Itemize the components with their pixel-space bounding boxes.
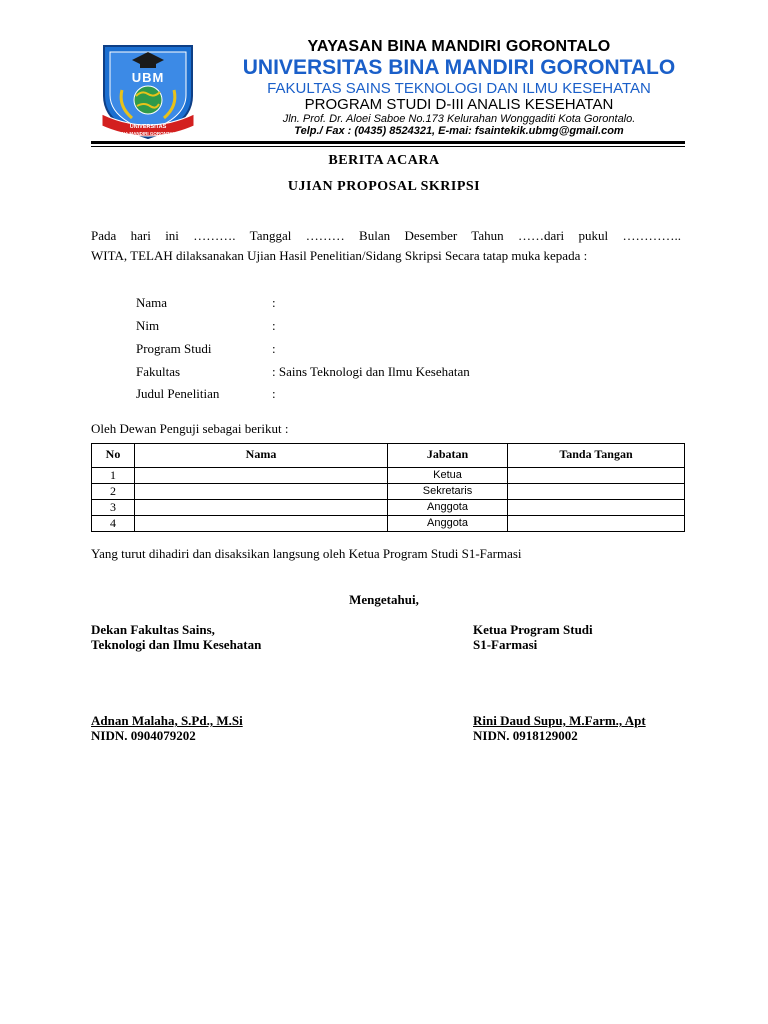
row-no: 1 <box>92 468 135 484</box>
field-label-judul: Judul Penelitian <box>136 386 220 401</box>
row-signature-cell[interactable] <box>508 500 685 516</box>
program-name: PROGRAM STUDI D-III ANALIS KESEHATAN <box>304 96 614 113</box>
table-row <box>92 468 685 484</box>
panel-intro: Oleh Dewan Penguji sebagai berikut : <box>91 421 289 436</box>
field-value-fakultas: : Sains Teknologi dan Ilmu Kesehatan <box>272 364 470 379</box>
left-signatory-name: Adnan Malaha, S.Pd., M.Si <box>91 713 243 728</box>
address: Jln. Prof. Dr. Aloei Saboe No.173 Kelurahan Wonggaditi Kota Gorontalo. <box>282 113 636 125</box>
row-jabatan: Sekretaris <box>388 484 508 500</box>
witness-note: Yang turut dihadiri dan disaksikan langsung oleh Ketua Program Studi S1-Farmasi <box>91 546 522 561</box>
examiner-table <box>91 443 685 532</box>
row-nama-cell[interactable] <box>135 500 388 516</box>
field-label-nim: Nim <box>136 318 160 333</box>
document-subtitle: UJIAN PROPOSAL SKRIPSI <box>287 179 481 194</box>
row-no: 4 <box>92 516 135 532</box>
right-signatory-role-2: S1-Farmasi <box>473 637 538 652</box>
row-nama-cell[interactable] <box>135 468 388 484</box>
row-jabatan: Anggota <box>388 500 508 516</box>
table-header-row <box>92 444 685 468</box>
row-nama-cell[interactable] <box>135 516 388 532</box>
row-jabatan: Ketua <box>388 468 508 484</box>
table-row <box>92 500 685 516</box>
header-divider-thin <box>91 146 685 147</box>
header-no: No <box>92 444 135 468</box>
left-signatory-role-1: Dekan Fakultas Sains, <box>91 622 215 637</box>
acknowledged-label: Mengetahui, <box>349 592 419 607</box>
field-value-nim: : <box>272 318 276 333</box>
document-title: BERITA ACARA <box>328 153 440 168</box>
header-tanda-tangan: Tanda Tangan <box>508 444 685 468</box>
field-label-nama: Nama <box>136 295 168 310</box>
row-signature-cell[interactable] <box>508 516 685 532</box>
intro-paragraph <box>91 226 681 266</box>
field-value-program-studi: : <box>272 341 276 356</box>
field-label-fakultas: Fakultas <box>136 364 181 379</box>
row-no: 3 <box>92 500 135 516</box>
row-signature-cell[interactable] <box>508 484 685 500</box>
svg-text:UNIVERSITAS: UNIVERSITAS <box>129 124 167 130</box>
row-jabatan: Anggota <box>388 516 508 532</box>
right-signatory-role-1: Ketua Program Studi <box>473 622 593 637</box>
header-jabatan: Jabatan <box>388 444 508 468</box>
right-signatory-nidn: NIDN. 0918129002 <box>473 728 578 743</box>
row-nama-cell[interactable] <box>135 484 388 500</box>
svg-text:BINA MANDIRI GORONTALO: BINA MANDIRI GORONTALO <box>117 131 179 136</box>
left-signatory-role-2: Teknologi dan Ilmu Kesehatan <box>91 637 262 652</box>
foundation-name: YAYASAN BINA MANDIRI GORONTALO <box>307 38 611 55</box>
university-name: UNIVERSITAS BINA MANDIRI GORONTALO <box>242 56 676 79</box>
right-signatory-name: Rini Daud Supu, M.Farm., Apt <box>473 713 646 728</box>
university-logo <box>96 38 200 142</box>
row-signature-cell[interactable] <box>508 468 685 484</box>
left-signatory-nidn: NIDN. 0904079202 <box>91 728 196 743</box>
field-label-program-studi: Program Studi <box>136 341 212 356</box>
table-row <box>92 516 685 532</box>
row-no: 2 <box>92 484 135 500</box>
contact-info: Telp./ Fax : (0435) 8524321, E-mai: fsaintekik.ubmg@gmail.com <box>294 125 624 137</box>
faculty-name: FAKULTAS SAINS TEKNOLOGI DAN ILMU KESEHATAN <box>267 80 651 97</box>
header-divider-thick <box>91 141 685 144</box>
field-value-judul: : <box>272 386 276 401</box>
table-row <box>92 484 685 500</box>
intro-line-2: WITA, TELAH dilaksanakan Ujian Hasil Penelitian/Sidang Skripsi Secara tatap muka kepada : <box>91 248 588 263</box>
header-nama: Nama <box>135 444 388 468</box>
field-value-nama: : <box>272 295 276 310</box>
svg-text:UBM: UBM <box>131 70 165 85</box>
intro-line-1: Pada hari ini ………. Tanggal ……… Bulan Desember Tahun ……dari pukul ………….. <box>91 228 681 243</box>
